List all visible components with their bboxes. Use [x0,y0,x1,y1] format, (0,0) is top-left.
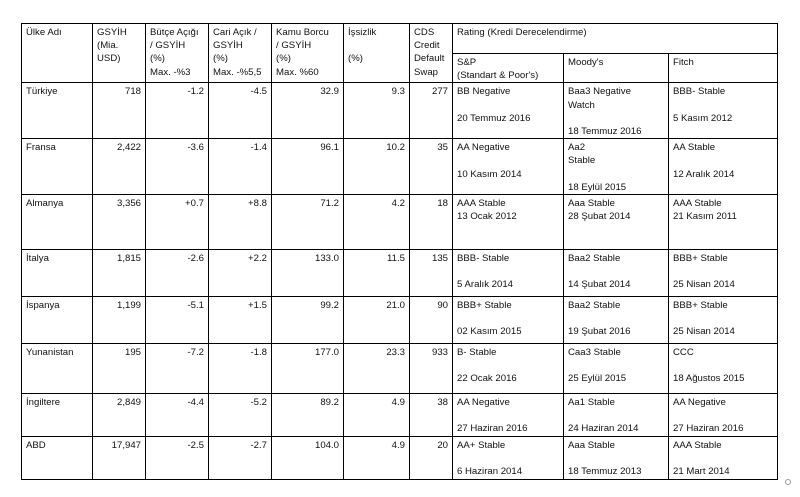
table-row [22,344,778,394]
budget-cell: -1.2 [146,83,209,139]
unemployment-cell: 9.3 [344,83,410,139]
header-unemployment: İşsizlik (%) [344,24,410,83]
table-row [22,297,778,344]
unemployment-cell: 11.5 [344,250,410,297]
current-account-cell: +1.5 [209,297,272,344]
current-account-cell: -5.2 [209,394,272,437]
debt-cell: 32.9 [272,83,344,139]
budget-cell: -5.1 [146,297,209,344]
moodys-rating-cell: Caa3 Stable 25 Eylül 2015 [564,344,669,394]
country-cell: Fransa [22,139,93,195]
gdp-cell: 195 [93,344,146,394]
sovereign-rating-table [21,23,778,480]
current-account-cell: -4.5 [209,83,272,139]
cds-cell: 277 [410,83,453,139]
moodys-rating-cell: Baa3 Negative Watch 18 Temmuz 2016 [564,83,669,139]
moodys-rating-cell: Aa2 Stable 18 Eylül 2015 [564,139,669,195]
unemployment-cell: 4.2 [344,195,410,250]
debt-cell: 133.0 [272,250,344,297]
gdp-cell: 2,422 [93,139,146,195]
fitch-rating-cell: AAA Stable 21 Mart 2014 [669,437,778,480]
country-cell: Türkiye [22,83,93,139]
gdp-cell: 1,815 [93,250,146,297]
cds-cell: 933 [410,344,453,394]
budget-cell: -2.6 [146,250,209,297]
current-account-cell: -1.4 [209,139,272,195]
current-account-cell: -2.7 [209,437,272,480]
table-row [22,250,778,297]
header-rating: Rating (Kredi Derecelendirme) [453,24,778,54]
moodys-rating-cell: Aa1 Stable 24 Haziran 2014 [564,394,669,437]
header-moodys: Moody's [564,54,669,83]
budget-cell: -3.6 [146,139,209,195]
sp-rating-cell: BBB+ Stable 02 Kasım 2015 [453,297,564,344]
cds-cell: 90 [410,297,453,344]
cds-cell: 135 [410,250,453,297]
gdp-cell: 3,356 [93,195,146,250]
gdp-cell: 718 [93,83,146,139]
cds-cell: 20 [410,437,453,480]
country-cell: Almanya [22,195,93,250]
table-row [22,83,778,139]
resize-handle[interactable] [785,479,791,485]
header-budget-deficit: Bütçe Açığı / GSYİH (%) Max. -%3 [146,24,209,83]
debt-cell: 89.2 [272,394,344,437]
budget-cell: -7.2 [146,344,209,394]
gdp-cell: 2,849 [93,394,146,437]
fitch-rating-cell: BBB+ Stable 25 Nisan 2014 [669,250,778,297]
debt-cell: 96.1 [272,139,344,195]
cds-cell: 38 [410,394,453,437]
country-cell: İngiltere [22,394,93,437]
unemployment-cell: 4.9 [344,437,410,480]
sp-rating-cell: AAA Stable 13 Ocak 2012 [453,195,564,250]
country-cell: Yunanistan [22,344,93,394]
debt-cell: 177.0 [272,344,344,394]
sp-rating-cell: BB Negative 20 Temmuz 2016 [453,83,564,139]
header-gdp: GSYİH (Mia. USD) [93,24,146,83]
cds-cell: 35 [410,139,453,195]
fitch-rating-cell: BBB- Stable 5 Kasım 2012 [669,83,778,139]
sp-rating-cell: AA Negative 27 Haziran 2016 [453,394,564,437]
country-cell: İtalya [22,250,93,297]
budget-cell: -4.4 [146,394,209,437]
current-account-cell: +2.2 [209,250,272,297]
debt-cell: 99.2 [272,297,344,344]
header-row-top [22,24,778,54]
table-row [22,195,778,250]
budget-cell: +0.7 [146,195,209,250]
current-account-cell: +8.8 [209,195,272,250]
fitch-rating-cell: AA Negative 27 Haziran 2016 [669,394,778,437]
header-sp: S&P (Standart & Poor's) [453,54,564,83]
fitch-rating-cell: AA Stable 12 Aralık 2014 [669,139,778,195]
sp-rating-cell: AA Negative 10 Kasım 2014 [453,139,564,195]
header-public-debt: Kamu Borcu / GSYİH (%) Max. %60 [272,24,344,83]
unemployment-cell: 10.2 [344,139,410,195]
header-current-account: Cari Açık / GSYİH (%) Max. -%5,5 [209,24,272,83]
header-fitch: Fitch [669,54,778,83]
moodys-rating-cell: Aaa Stable 28 Şubat 2014 [564,195,669,250]
sp-rating-cell: AA+ Stable 6 Haziran 2014 [453,437,564,480]
debt-cell: 104.0 [272,437,344,480]
fitch-rating-cell: CCC 18 Ağustos 2015 [669,344,778,394]
fitch-rating-cell: BBB+ Stable 25 Nisan 2014 [669,297,778,344]
moodys-rating-cell: Aaa Stable 18 Temmuz 2013 [564,437,669,480]
table-row [22,139,778,195]
unemployment-cell: 23.3 [344,344,410,394]
sp-rating-cell: B- Stable 22 Ocak 2016 [453,344,564,394]
budget-cell: -2.5 [146,437,209,480]
gdp-cell: 17,947 [93,437,146,480]
table-row [22,437,778,480]
debt-cell: 71.2 [272,195,344,250]
country-cell: İspanya [22,297,93,344]
sp-rating-cell: BBB- Stable 5 Aralık 2014 [453,250,564,297]
country-cell: ABD [22,437,93,480]
current-account-cell: -1.8 [209,344,272,394]
cds-cell: 18 [410,195,453,250]
table-row [22,394,778,437]
moodys-rating-cell: Baa2 Stable 19 Şubat 2016 [564,297,669,344]
header-country: Ülke Adı [22,24,93,83]
unemployment-cell: 21.0 [344,297,410,344]
fitch-rating-cell: AAA Stable 21 Kasım 2011 [669,195,778,250]
header-cds: CDS Credit Default Swap [410,24,453,83]
gdp-cell: 1,199 [93,297,146,344]
unemployment-cell: 4.9 [344,394,410,437]
moodys-rating-cell: Baa2 Stable 14 Şubat 2014 [564,250,669,297]
